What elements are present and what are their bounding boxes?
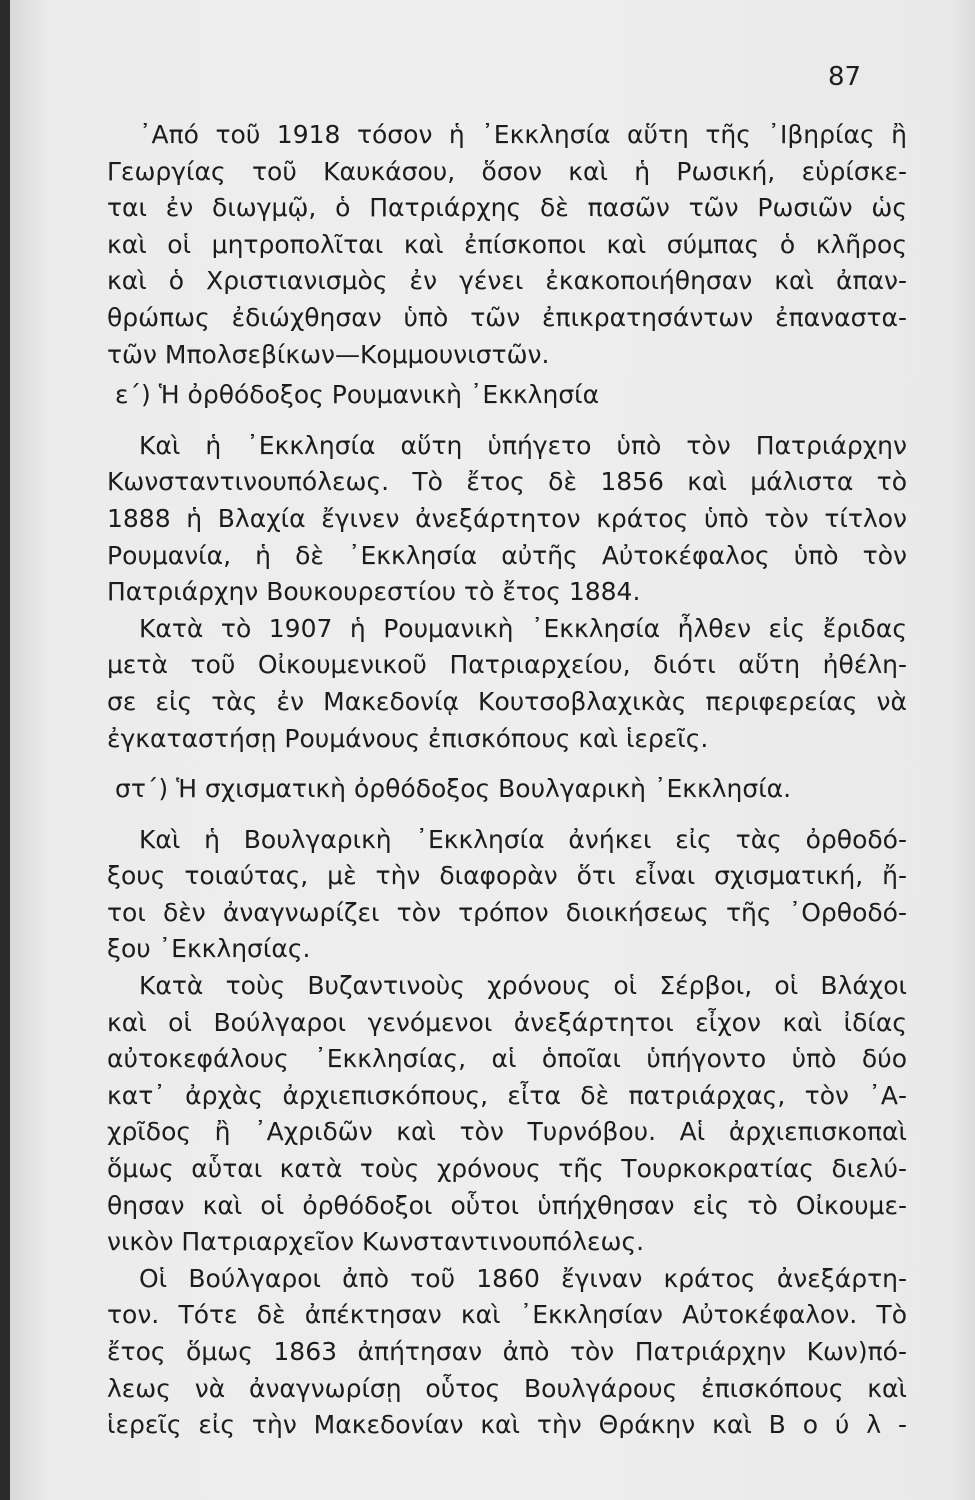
text-line: Πατριάρχην Βουκουρεστίου τὸ ἔτος 1884. bbox=[107, 577, 641, 607]
page-number: 87 bbox=[828, 62, 862, 92]
text-line: καὶ οἱ μητροπολῖται καὶ ἐπίσκοποι καὶ σύμπας ὁ κλῆρος bbox=[107, 229, 907, 259]
body-text bbox=[107, 117, 907, 1444]
text-line: Καὶ ἡ Βουλγαρικὴ ᾽Εκκλησία ἀνήκει εἰς τὰς ὀρθοδό- bbox=[139, 824, 907, 854]
page-body bbox=[10, 0, 975, 1500]
text-line: ᾽Από τοῦ 1918 τόσον ἡ ᾽Εκκλησία αὕτη τῆς ᾽Ιβηρίας ἢ bbox=[139, 120, 907, 149]
text-line: Γεωργίας τοῦ Καυκάσου, ὅσον καὶ ἡ Ρωσική, εὑρίσκε- bbox=[107, 156, 907, 186]
text-line: θρώπως ἐδιώχθησαν ὑπὸ τῶν ἐπικρατησάντων ἐπαναστα- bbox=[107, 302, 907, 332]
text-line: Ρουμανία, ἡ δὲ ᾽Εκκλησία αὐτῆς Αὐτοκέφαλος ὑπὸ τὸν bbox=[107, 540, 907, 570]
section-heading-st: στ´) Ἡ σχισματικὴ ὀρθόδοξος Βουλγαρικὴ ᾽Εκκλησία. bbox=[115, 774, 792, 804]
text-line: αὐτοκεφάλους ᾽Εκκλησίας, αἱ ὁποῖαι ὑπήγοντο ὑπὸ δύο bbox=[107, 1044, 907, 1074]
text-line: χρῖδος ἢ ᾽Αχριδῶν καὶ τὸν Τυρνόβου. Αἱ ἀρχιεπισκοπαὶ bbox=[107, 1117, 907, 1147]
text-line: Κατὰ τοὺς Βυζαντινοὺς χρόνους οἱ Σέρβοι, οἱ Βλάχοι bbox=[139, 971, 907, 1001]
text-line: λεως νὰ ἀναγνωρίσῃ οὗτος Βουλγάρους ἐπισκόπους καὶ bbox=[107, 1373, 907, 1403]
text-line: Οἱ Βούλγαροι ἀπὸ τοῦ 1860 ἔγιναν κράτος ἀνεξάρτη- bbox=[139, 1263, 907, 1293]
text-line: Κωνσταντινουπόλεως. Τὸ ἔτος δὲ 1856 καὶ μάλιστα τὸ bbox=[107, 467, 907, 497]
text-line: ξου ᾽Εκκλησίας. bbox=[107, 934, 311, 964]
text-line: τῶν Μπολσεβίκων—Κομμουνιστῶν. bbox=[107, 339, 550, 369]
section-heading-e: ε´) Ἡ ὀρθόδοξος Ρουμανικὴ ᾽Εκκλησία bbox=[115, 380, 600, 410]
text-line: τον. Τότε δὲ ἀπέκτησαν καὶ ᾽Εκκλησίαν Αὐτοκέφαλον. Τὸ bbox=[107, 1300, 907, 1330]
text-line: ἱερεῖς εἰς τὴν Μακεδονίαν καὶ τὴν Θράκην καὶ Β ο ύ λ - bbox=[107, 1410, 907, 1440]
text-line: μετὰ τοῦ Οἰκουμενικοῦ Πατριαρχείου, διότι αὕτη ἠθέλη- bbox=[107, 650, 907, 680]
text-line: Κατὰ τὸ 1907 ἡ Ρουμανικὴ ᾽Εκκλησία ἦλθεν εἰς ἔριδας bbox=[139, 613, 907, 643]
text-line: θησαν καὶ οἱ ὀρθόδοξοι οὗτοι ὑπήχθησαν εἰς τὸ Οἰκουμε- bbox=[107, 1190, 907, 1220]
text-line: καὶ οἱ Βούλγαροι γενόμενοι ἀνεξάρτητοι εἶχον καὶ ἰδίας bbox=[107, 1007, 907, 1037]
text-line: νικὸν Πατριαρχεῖον Κωνσταντινουπόλεως. bbox=[107, 1227, 645, 1257]
text-line: ἐγκαταστήσῃ Ρουμάνους ἐπισκόπους καὶ ἱερεῖς. bbox=[107, 723, 709, 753]
text-line: Καὶ ἡ ᾽Εκκλησία αὕτη ὑπήγετο ὑπὸ τὸν Πατριάρχην bbox=[139, 430, 907, 460]
text-line: τοι δὲν ἀναγνωρίζει τὸν τρόπον διοικήσεως τῆς ᾽Ορθοδό- bbox=[107, 897, 907, 927]
text-line: ξους τοιαύτας, μὲ τὴν διαφορὰν ὅτι εἶναι σχισματική, ἤ- bbox=[107, 861, 907, 891]
text-line: καὶ ὁ Χριστιανισμὸς ἐν γένει ἐκακοποιήθησαν καὶ ἀπαν- bbox=[107, 266, 907, 296]
text-line: ἔτος ὅμως 1863 ἀπήτησαν ἀπὸ τὸν Πατριάρχην Κων)πό- bbox=[107, 1337, 907, 1366]
text-line: 1888 ἡ Βλαχία ἔγινεν ἀνεξάρτητον κράτος ὑπὸ τὸν τίτλον bbox=[107, 503, 907, 533]
text-line: ὅμως αὗται κατὰ τοὺς χρόνους τῆς Τουρκοκρατίας διελύ- bbox=[107, 1154, 907, 1184]
text-line: σε εἰς τὰς ἐν Μακεδονίᾳ Κουτσοβλαχικὰς περιφερείας νὰ bbox=[107, 686, 907, 716]
text-line: κατ᾽ ἀρχὰς ἀρχιεπισκόπους, εἶτα δὲ πατριάρχας, τὸν ᾽Α- bbox=[107, 1080, 907, 1110]
text-line: ται ἐν διωγμῷ, ὁ Πατριάρχης δὲ πασῶν τῶν Ρωσιῶν ὡς bbox=[107, 193, 907, 223]
